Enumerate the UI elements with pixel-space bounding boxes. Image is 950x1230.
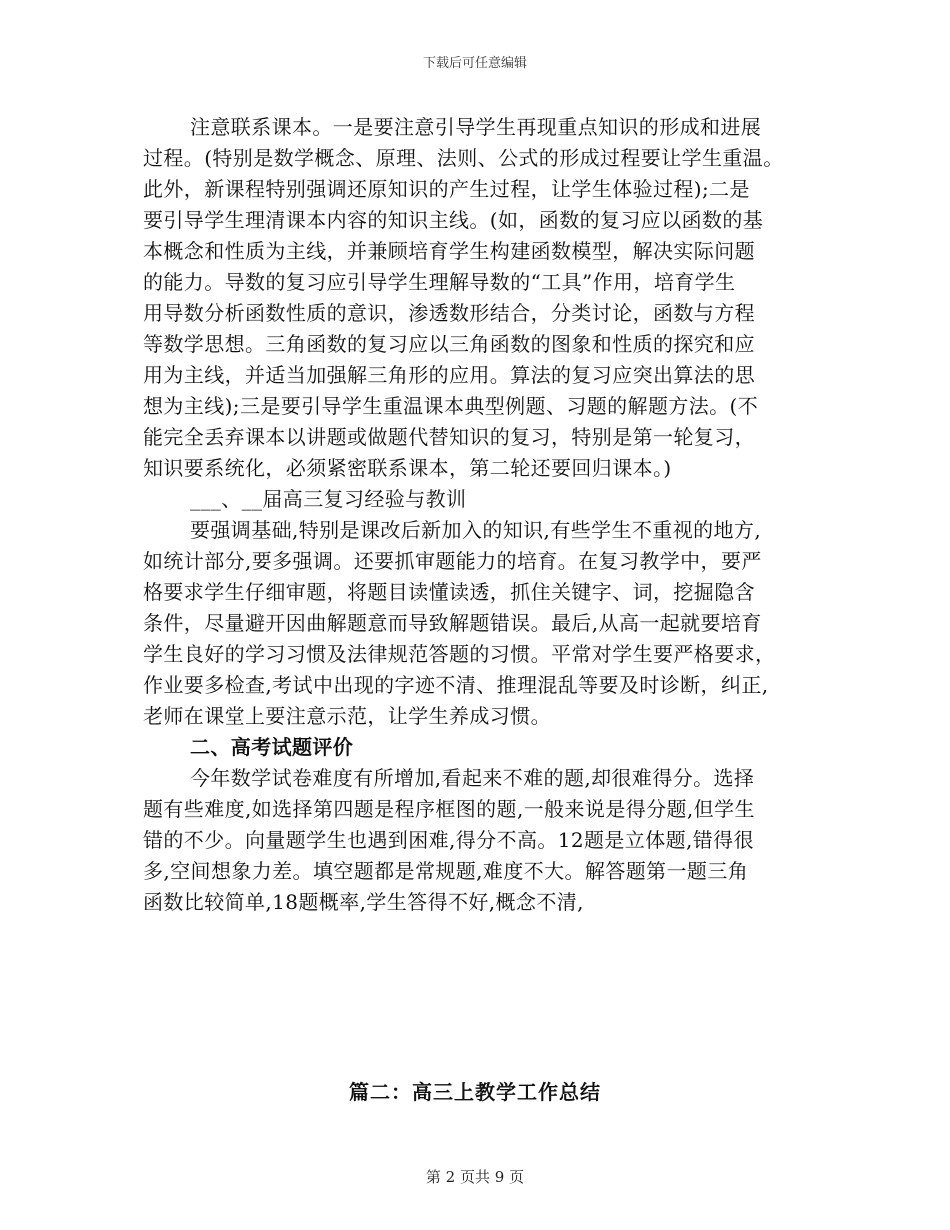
paragraph-textbook-review [143,112,803,484]
text-line: 的能力。导数的复习应引导学生理解导数的“工具”作用，培育学生 [143,270,736,294]
text-line: 题有些难度,如选择第四题是程序框图的题,一般来说是得分题,但学生 [143,797,755,821]
page-header-note: 下载后可任意编辑 [422,56,527,71]
text-line: 如统计部分,要多强调。还要抓审题能力的培育。在复习教学中，要严 [143,549,762,573]
paragraph-lessons [143,515,803,732]
text-line: 等数学思想。三角函数的复习应以三角函数的图象和性质的探究和应 [143,332,755,356]
text-line: 格要求学生仔细审题，将题目读懂读透，抓住关键字、词，挖掘隐含 [143,580,755,604]
text-line: 要强调基础,特别是课改后新加入的知识,有些学生不重视的地方, [190,518,762,542]
text-line: 本概念和性质为主线，并兼顾培育学生构建函数模型，解决实际问题 [143,239,755,263]
text-line: 作业要多检查,考试中出现的字迹不清、推理混乱等要及时诊断，纠正, [143,673,769,697]
text-line: 要引导学生理清课本内容的知识主线。(如，函数的复习应以函数的基 [143,208,764,232]
text-line: 多,空间想象力差。填空题都是常规题,难度不大。解答题第一题三角 [143,859,749,883]
section-heading [143,732,803,763]
text-line: 函数比较简单,18题概率,学生答得不好,概念不清, [143,890,584,914]
text-line: 用导数分析函数性质的意识，渗透数形结合，分类讨论，函数与方程 [143,301,755,325]
page-number: 第 2 页共 9 页 [425,1168,525,1186]
text-line: 想为主线);三是要引导学生重温课本典型例题、习题的解题方法。(不 [143,394,759,418]
text-line: 错的不少。向量题学生也遇到困难,得分不高。12题是立体题,错得很 [143,828,754,852]
document-body [143,112,803,918]
text-line: 用为主线，并适当加强解三角形的应用。算法的复习应突出算法的思 [143,363,755,387]
text-line: 今年数学试卷难度有所增加,看起来不难的题,却很难得分。选择 [190,766,755,790]
text-line: 此外，新课程特别强调还原知识的产生过程，让学生体验过程);二是 [143,177,750,201]
section-subtitle [143,484,803,515]
text-line: 老师在课堂上要注意示范，让学生养成习惯。 [143,704,551,728]
subtitle-line: ___、__届高三复习经验与教训 [190,487,467,511]
text-line: 能完全丢弃课本以讲题或做题代替知识的复习，特别是第一轮复习， [143,425,755,449]
text-line: 知识要系统化，必须紧密联系课本，第二轮还要回归课本。) [143,456,672,480]
text-line: 条件，尽量避开因曲解题意而导致解题错误。最后,从高一起就要培育 [143,611,762,635]
text-line: 学生良好的学习习惯及法律规范答题的习惯。平常对学生要严格要求， [143,642,776,666]
text-line: 过程。(特别是数学概念、原理、法则、公式的形成过程要让学生重温。 [143,146,784,170]
text-line: 注意联系课本。一是要注意引导学生再现重点知识的形成和进展 [190,115,762,139]
section-heading-text: 二、高考试题评价 [190,735,354,759]
chapter-title: 篇二：高三上教学工作总结 [349,1080,601,1104]
paragraph-exam-evaluation [143,763,803,918]
